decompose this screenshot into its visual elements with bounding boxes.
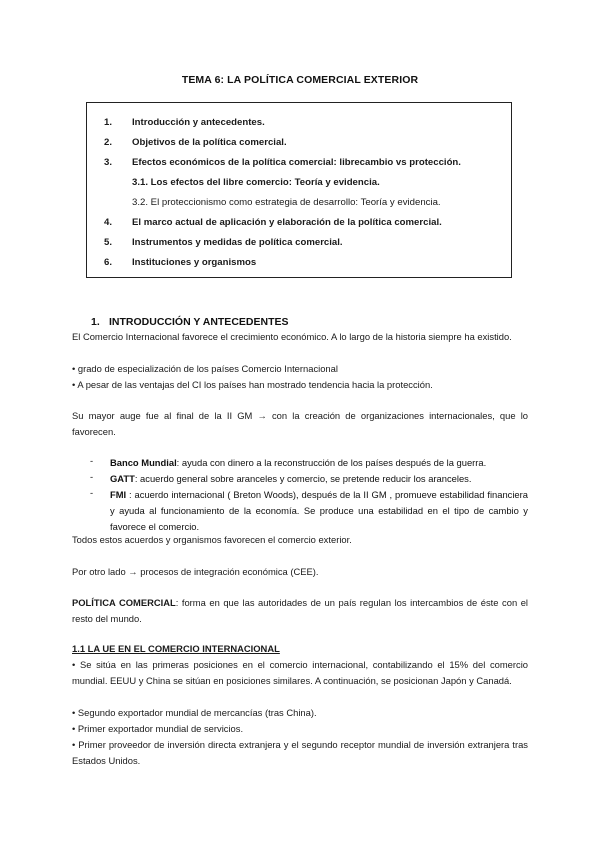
toc-item-3: 3. Efectos económicos de la política comercial: librecambio vs protección.: [104, 157, 461, 168]
org-gatt: GATT: acuerdo general sobre aranceles y comercio, se pretende reducir los aranceles.: [110, 473, 472, 484]
ue-bullet-2: • Segundo exportador mundial de mercancías (tras China).: [72, 707, 317, 718]
toc-item-5: 5. Instrumentos y medidas de política comercial.: [104, 237, 343, 248]
toc-item-3-2: 3.2. El proteccionismo como estrategia de desarrollo: Teoría y evidencia.: [132, 197, 441, 208]
list-dash: -: [90, 455, 94, 466]
list-dash: -: [90, 471, 94, 482]
section-1-heading: 1. INTRODUCCIÓN Y ANTECEDENTES: [91, 316, 289, 328]
toc-item-6: 6. Instituciones y organismos: [104, 257, 257, 268]
org-banco-mundial: Banco Mundial: ayuda con dinero a la reconstrucción de los países después de la guerra.: [110, 457, 487, 468]
auge-paragraph: Su mayor auge fue al final de la II GM → con la creación de organizaciones internacionales, que lo favorecen.: [72, 410, 528, 437]
subsection-heading: 1.1 LA UE EN EL COMERCIO INTERNACIONAL: [72, 643, 280, 654]
politica-comercial-definition: POLÍTICA COMERCIAL: forma en que las autoridades de un país regulan los intercambios de éste con el resto del mundo.: [72, 597, 528, 624]
acuerdos-paragraph: Todos estos acuerdos y organismos favorecen el comercio exterior.: [72, 534, 352, 545]
table-of-contents: [86, 102, 512, 278]
intro-paragraph: El Comercio Internacional favorece el crecimiento económico. A lo largo de la historia siempre ha existido.: [72, 331, 512, 342]
bullet-especializacion: • grado de especialización de los países Comercio Internacional: [72, 363, 338, 374]
toc-item-1: 1. Introducción y antecedentes.: [104, 117, 265, 128]
document-title: TEMA 6: LA POLÍTICA COMERCIAL EXTERIOR: [181, 74, 419, 86]
toc-item-2: 2. Objetivos de la política comercial.: [104, 137, 287, 148]
ue-bullet-4: • Primer proveedor de inversión directa extranjera y el segundo receptor mundial de inversión extranjera tras Estados Unidos.: [72, 739, 528, 766]
bullet-proteccion: • A pesar de las ventajas del CI los países han mostrado tendencia hacia la protección.: [72, 379, 433, 390]
list-dash: -: [90, 487, 94, 498]
ue-bullet-3: • Primer exportador mundial de servicios.: [72, 723, 244, 734]
integracion-paragraph: Por otro lado → procesos de integración económica (CEE).: [72, 566, 319, 577]
toc-item-4: 4. El marco actual de aplicación y elaboración de la política comercial.: [104, 217, 442, 228]
toc-item-3-1: 3.1. Los efectos del libre comercio: Teoría y evidencia.: [132, 177, 380, 188]
ue-bullet-1: • Se sitúa en las primeras posiciones en el comercio internacional, contabilizando el 15% del comercio mundial. EEUU y China se sitúan en posiciones similares. A continuación, se posicionan Japón y Canadá.: [72, 659, 528, 686]
org-fmi: FMI : acuerdo internacional ( Breton Woods), después de la II GM , promueve estabilidad financiera y ayuda al funcionamiento de la economía. Se produce una estabilidad en el tipo de cambio y favorece el comercio.: [110, 489, 528, 532]
